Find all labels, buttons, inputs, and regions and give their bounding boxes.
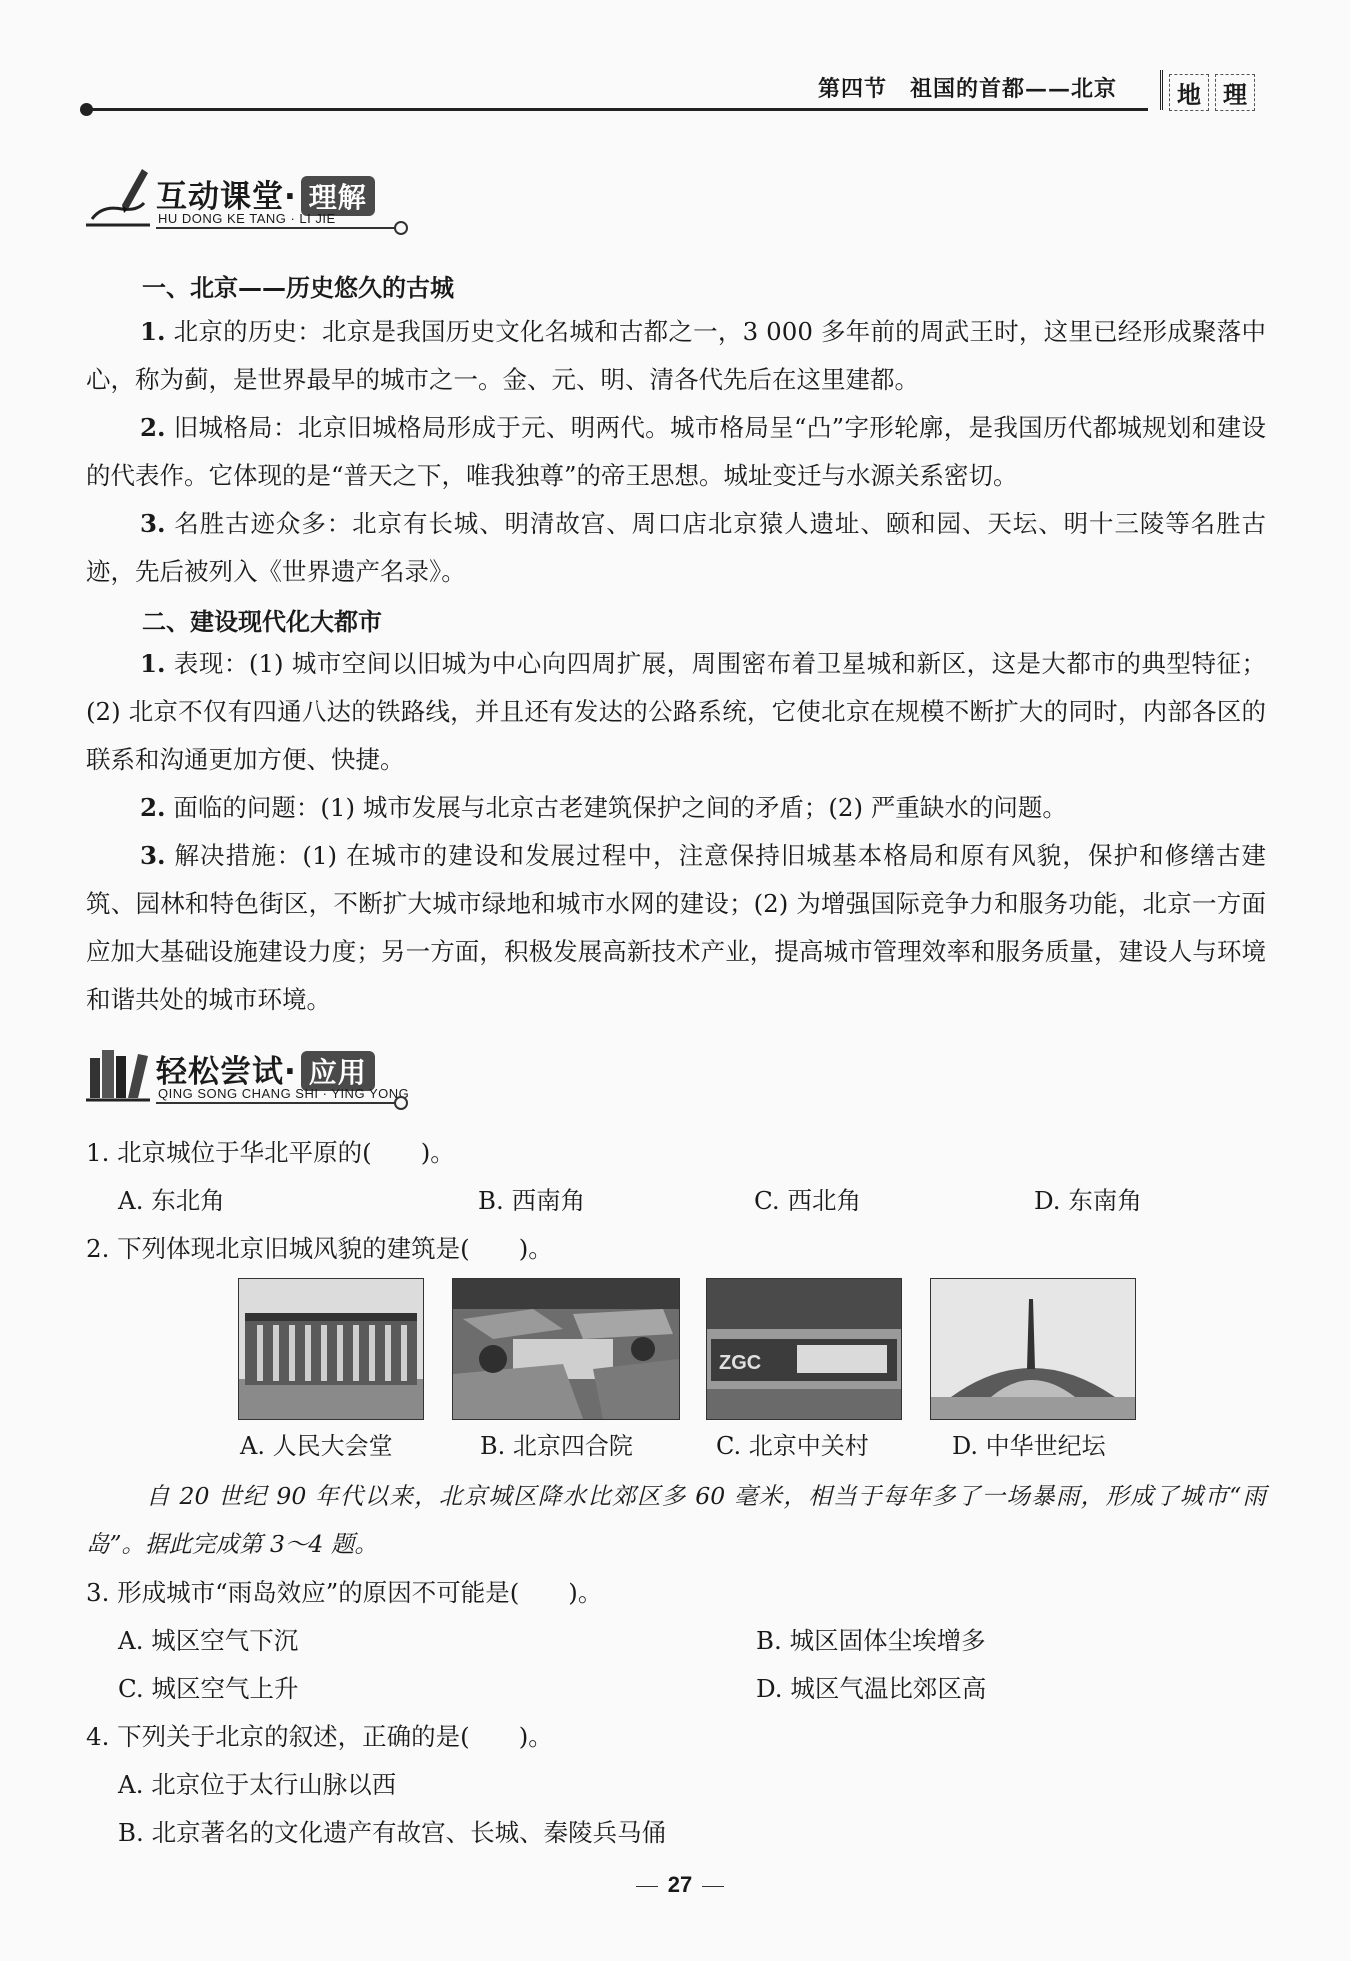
question-1-stem: 1. 北京城位于华北平原的( )。 <box>86 1138 455 1167</box>
section-tag: 应用 <box>301 1051 375 1091</box>
heading-ancient-city: 一、北京——历史悠久的古城 <box>142 274 454 302</box>
question-4-option-a: A. 北京位于太行山脉以西 <box>118 1770 397 1799</box>
chapter-title: 第四节 祖国的首都——北京 <box>818 76 1118 102</box>
photo-zhongguancun <box>706 1278 902 1420</box>
paragraph-layout: 2. 旧城格局：北京旧城格局形成于元、明两代。城市格局呈“凸”字形轮廓，是我国历代都城规划和建设的代表作。它体现的是“普天之下，唯我独尊”的帝王思想。城址变迁与水源关系密切。 <box>86 413 1266 490</box>
books-icon <box>82 1040 154 1106</box>
section-title: 轻松尝试· 应用 <box>156 1046 375 1091</box>
caption-c: C. 北京中关村 <box>716 1432 869 1460</box>
section-circle <box>394 1096 408 1110</box>
section-tag: 理解 <box>301 176 375 216</box>
passage-rain-island: 自 20 世纪 90 年代以来，北京城区降水比郊区多 60 毫米，相当于每年多了一场暴雨，形成了城市“雨岛”。据此完成第 3～4 题。 <box>86 1482 1266 1558</box>
question-3-option-d: D. 城区气温比郊区高 <box>756 1674 987 1703</box>
subject-char: 理 <box>1215 74 1255 111</box>
subject-label <box>1160 70 1263 110</box>
question-3-option-a: A. 城区空气下沉 <box>118 1626 299 1655</box>
question-3-option-c: C. 城区空气上升 <box>118 1674 299 1703</box>
paragraph-sites: 3. 名胜古迹众多：北京有长城、明清故宫、周口店北京猿人遗址、颐和园、天坛、明十三陵等名胜古迹，先后被列入《世界遗产名录》。 <box>86 509 1266 586</box>
question-2-stem: 2. 下列体现北京旧城风貌的建筑是( )。 <box>86 1234 553 1263</box>
section-title-pinyin: QING SONG CHANG SHI · YING YONG <box>158 1086 410 1101</box>
paragraph-problems: 2. 面临的问题：(1) 城市发展与北京古老建筑保护之间的矛盾；(2) 严重缺水的问题。 <box>140 793 1067 822</box>
question-3-option-b: B. 城区固体尘埃增多 <box>756 1626 986 1655</box>
photo-siheyuan <box>452 1278 680 1420</box>
header-rule <box>88 108 1148 111</box>
svg-text:ZGC: ZGC <box>719 1352 762 1374</box>
question-1-option-c: C. 西北角 <box>754 1186 861 1215</box>
section-title: 互动课堂· 理解 <box>156 171 375 216</box>
photo-great-hall <box>238 1278 424 1420</box>
question-3-stem: 3. 形成城市“雨岛效应”的原因不可能是( )。 <box>86 1578 603 1607</box>
paragraph-measures: 3. 解决措施：(1) 在城市的建设和发展过程中，注意保持旧城基本格局和原有风貌，保护和修缮古建筑、园林和特色街区，不断扩大城市绿地和城市水网的建设；(2) 为增强国际竞争力和服务功能，北京一方面应加大基础设施建设力度；另一方面，积极发展高新技术产业，提高城市管理效率和服务质量，建设人与环境和谐共处的城市环境。 <box>86 841 1266 1014</box>
page-header <box>0 0 1350 120</box>
heading-modern-city: 二、建设现代化大都市 <box>142 608 382 636</box>
section-circle <box>394 221 408 235</box>
paragraph-expression: 1. 表现：(1) 城市空间以旧城为中心向四周扩展，周围密布着卫星城和新区，这是大都市的典型特征；(2) 北京不仅有四通八达的铁路线，并且还有发达的公路系统，它使北京在规模不断扩大的同时，内部各区的联系和沟通更加方便、快捷。 <box>86 649 1266 774</box>
section-underline <box>156 227 396 229</box>
question-1-option-a: A. 东北角 <box>118 1186 225 1215</box>
pen-writing-icon <box>82 165 154 231</box>
subject-char: 地 <box>1169 74 1209 111</box>
caption-a: A. 人民大会堂 <box>240 1432 393 1460</box>
question-4-stem: 4. 下列关于北京的叙述，正确的是( )。 <box>86 1722 553 1751</box>
caption-d: D. 中华世纪坛 <box>952 1432 1106 1460</box>
question-4-option-b: B. 北京著名的文化遗产有故宫、长城、秦陵兵马俑 <box>118 1818 667 1847</box>
paragraph-history: 1. 北京的历史：北京是我国历史文化名城和古都之一，3 000 多年前的周武王时，这里已经形成聚落中心，称为蓟，是世界最早的城市之一。金、元、明、清各代先后在这里建都。 <box>86 317 1266 394</box>
page-number: 27 <box>620 1872 740 1898</box>
question-1-option-b: B. 西南角 <box>478 1186 586 1215</box>
caption-b: B. 北京四合院 <box>480 1432 633 1460</box>
question-1-option-d: D. 东南角 <box>1034 1186 1142 1215</box>
section-banner-interactive-class <box>82 165 412 235</box>
section-banner-easy-try <box>82 1040 412 1110</box>
photo-millennium-altar <box>930 1278 1136 1420</box>
section-underline <box>156 1102 396 1104</box>
section-title-pinyin: HU DONG KE TANG · LI JIE <box>158 211 336 226</box>
